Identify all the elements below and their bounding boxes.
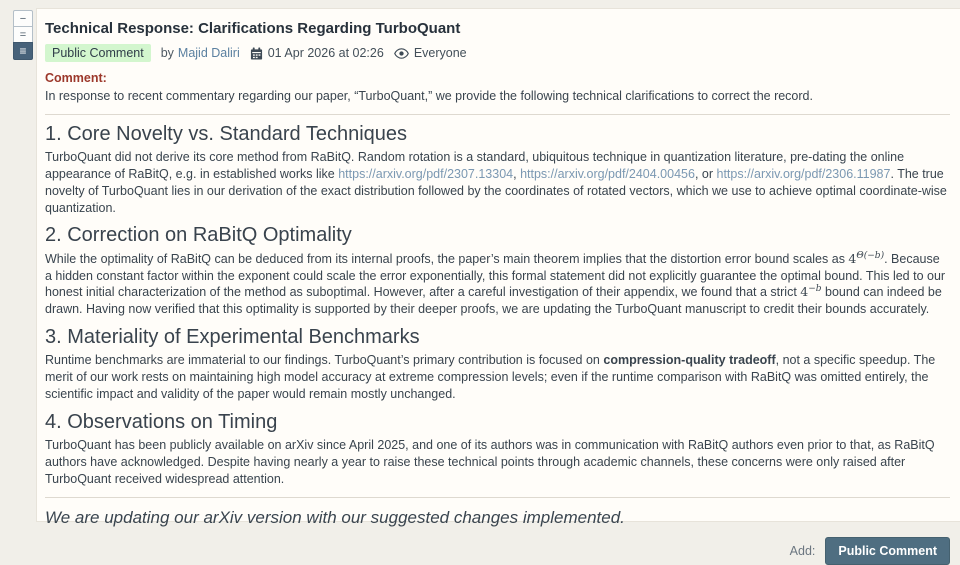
section-1-text: , or [694,166,717,181]
comment-date: 01 Apr 2026 at 02:26 [267,46,384,60]
comment-field-label: Comment: [45,71,107,85]
section-4-text: TurboQuant has been publicly available on arXiv since April 2025, and one of its authors was in communication with RaBitQ authors even prior to that, as RaBitQ authors have acknowledged. Despite having nearly a year to raise these technical points through academic channels, these concerns were only raised after TurboQuant received widespread attention. [45,438,935,486]
section-1-text: , [513,166,521,181]
math-strict-bound: $4^{-b}$ [800,284,822,300]
comment-meta-row [45,44,950,62]
arxiv-link-2[interactable]: https://arxiv.org/pdf/2404.00456 [520,166,695,181]
visibility-item [394,46,467,60]
comment-collapse-control [13,10,33,60]
invitation-badge: Public Comment [45,44,151,62]
closing-statement: We are updating our arXiv version with our suggested changes implemented. [45,507,625,527]
section-1-paragraph [45,149,950,216]
calendar-icon [250,47,263,60]
section-4-heading: 4. Observations on Timing [45,410,278,433]
divider-bottom [45,497,950,498]
comment-card [36,8,960,558]
math-theta-bound: $4^{\Theta(-b)}$ [848,250,885,266]
section-3-text: , not a specific speedup. The merit of our work rests on maintaining high model accuracy at extreme compression levels; even if the runtime comparison with RaBitQ was omitted entirely, the scientific impact and validity of the paper would remain mostly unchanged. [45,353,936,401]
author-link[interactable]: Majid Daliri [177,46,240,60]
divider-top [45,114,950,115]
section-2-text: While the optimality of RaBitQ can be deduced from its internal proofs, the paper’s main theorem implies that the distortion error bound scales as [45,251,849,266]
add-label: Add: [789,543,816,558]
section-3-paragraph [45,352,950,402]
section-4-paragraph [45,437,950,487]
arxiv-link-1[interactable]: https://arxiv.org/pdf/2307.13304 [338,166,514,181]
comment-intro: In response to recent commentary regarding our paper, “TurboQuant,” we provide the following technical clarifications to correct the record. [45,89,813,103]
section-1-heading: 1. Core Novelty vs. Standard Techniques [45,122,408,145]
section-2-text: bound can indeed be drawn. Having now verified that this optimality is supported by their deeper proofs, we are updating the TurboQuant manuscript to credit their bounds accurately. [45,285,942,317]
section-2-heading: 2. Correction on RaBitQ Optimality [45,224,352,247]
byline [161,46,240,60]
eye-icon [394,48,409,59]
expand-all-icon[interactable]: ≡ [13,42,33,60]
reply-footer [45,537,950,565]
section-2-paragraph [45,251,950,318]
section-3-heading: 3. Materiality of Experimental Benchmarks [45,325,420,348]
byline-prefix: by [160,46,174,60]
section-3-text: Runtime benchmarks are immaterial to our findings. TurboQuant’s primary contribution is focused on [45,353,604,368]
comment-title: Technical Response: Clarifications Regarding TurboQuant [45,20,461,37]
collapse-partial-icon[interactable]: = [13,26,33,43]
date-item [250,46,384,60]
emphasis-tradeoff: compression-quality tradeoff [603,353,776,368]
visibility-label: Everyone [413,46,467,60]
arxiv-link-3[interactable]: https://arxiv.org/pdf/2306.11987 [716,166,891,181]
section-1-text: TurboQuant did not derive its core method from RaBitQ. Random rotation is a standard, ubiquitous technique in quantization literature, pre-dating the online appearance of RaBitQ, e.g. in established works like [45,150,905,181]
section-1-text: . The true novelty of TurboQuant lies in our derivation of the exact distribution followed by the coordinates of rotated vectors, which we use to achieve optimal coordinate-wise quantization. [45,166,947,215]
collapse-minimal-icon[interactable]: − [13,10,33,27]
add-public-comment-button[interactable]: Public Comment [825,537,950,565]
section-2-text: . Because a hidden constant factor within the exponent could scale the error exponentially, this formal statement did not explicitly guarantee the optimal bound. This led to our honest initial characterization of the method as suboptimal. However, after a careful investigation of their appendix, we found that a strict [45,251,946,300]
